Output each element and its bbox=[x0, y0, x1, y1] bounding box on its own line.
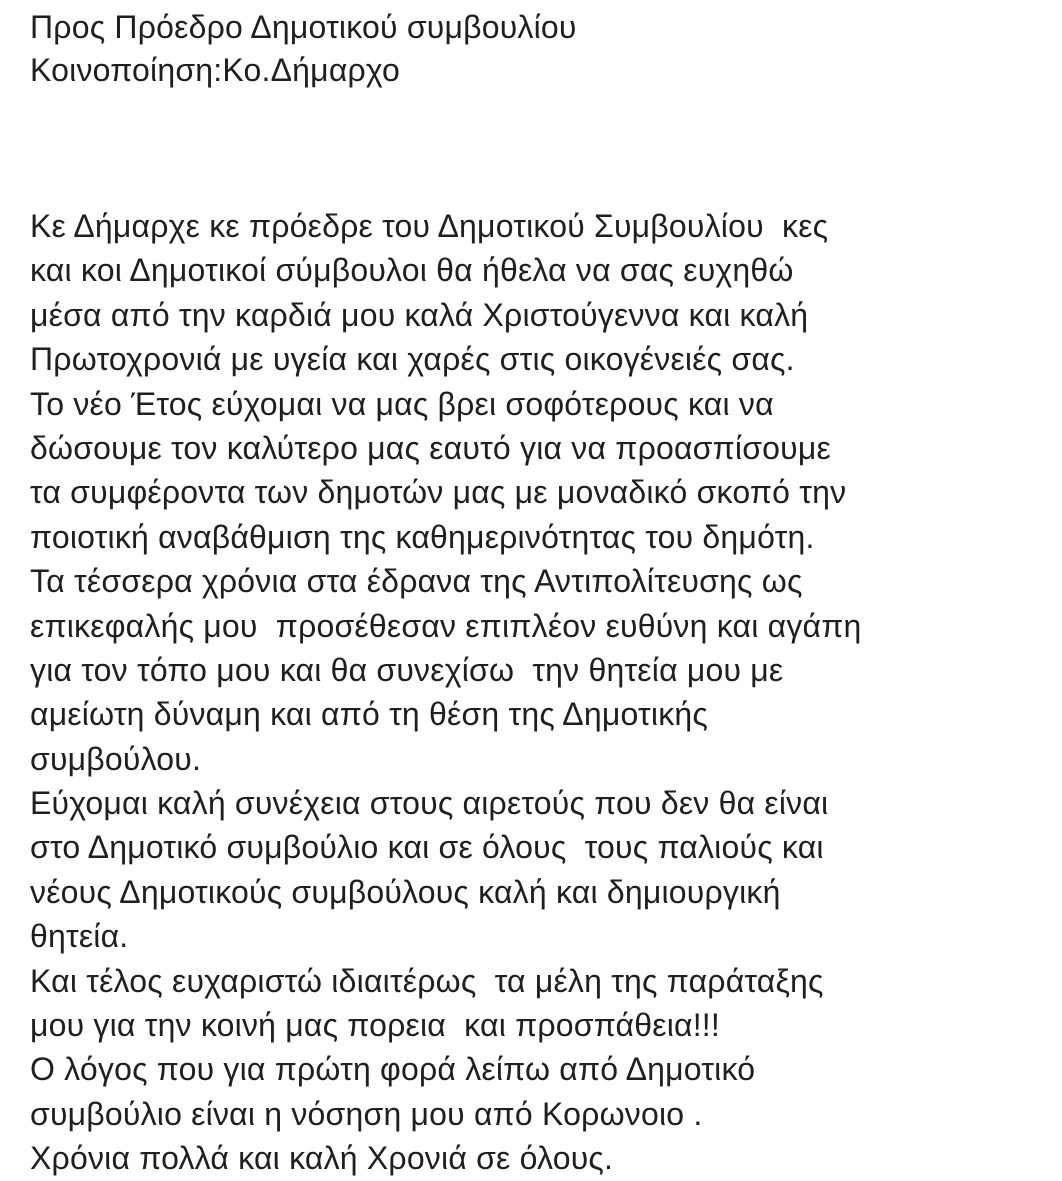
body-line: Τα τέσσερα χρόνια στα έδρανα της Αντιπολίτευσης ως bbox=[30, 563, 803, 600]
body-line: στο Δημοτικό συμβούλιο και σε όλους τους παλιούς και bbox=[30, 829, 824, 866]
body-line: μέσα από την καρδιά μου καλά Χριστούγεννα και καλή bbox=[30, 296, 809, 333]
recipient-line: Προς Πρόεδρο Δημοτικού συμβουλίου bbox=[30, 9, 577, 45]
body-line: μου για την κοινή μας πορεια και προσπάθεια!!! bbox=[30, 1007, 720, 1044]
body-line: Πρωτοχρονιά με υγεία και χαρές στις οικογένειές σας. bbox=[30, 341, 795, 378]
body-line: αμείωτη δύναμη και από τη θέση της Δημοτικής bbox=[30, 696, 709, 733]
body-line: τα συμφέροντα των δημοτών μας με μοναδικό σκοπό την bbox=[30, 474, 847, 511]
body-line: νέους Δημοτικούς συμβούλους καλή και δημιουργική bbox=[30, 873, 781, 910]
body-line: και κοι Δημοτικοί σύμβουλοι θα ήθελα να σας ευχηθώ bbox=[30, 252, 794, 289]
blank-space bbox=[30, 92, 1040, 204]
body-line: ποιοτική αναβάθμιση της καθημερινότητας του δημότη. bbox=[30, 518, 815, 555]
body-line: για τον τόπο μου και θα συνεχίσω την θητεία μου με bbox=[30, 651, 784, 688]
body-line: Ο λόγος που για πρώτη φορά λείπω από Δημοτικό bbox=[30, 1051, 756, 1088]
body-line: Κε Δήμαρχε κε πρόεδρε του Δημοτικού Συμβουλίου κες bbox=[30, 208, 829, 244]
body-line: Και τέλος ευχαριστώ ιδιαιτέρως τα μέλη της παράταξης bbox=[30, 962, 824, 999]
cc-line: Κοινοποίηση:Κο.Δήμαρχο bbox=[30, 52, 401, 88]
letter-body bbox=[30, 204, 1040, 1181]
body-line: συμβούλου. bbox=[30, 740, 202, 777]
body-line: συμβούλιο είναι η νόσηση μου από Κορωνοιο . bbox=[30, 1095, 703, 1132]
body-line: επικεφαλής μου προσέθεσαν επιπλέον ευθύνη και αγάπη bbox=[30, 607, 862, 644]
letter-document bbox=[30, 6, 1040, 1181]
body-line: Εύχομαι καλή συνέχεια στους αιρετούς που δεν θα είναι bbox=[30, 785, 829, 822]
body-line: Χρόνια πολλά και καλή Χρονιά σε όλους. bbox=[30, 1140, 614, 1177]
body-line: θητεία. bbox=[30, 918, 129, 955]
body-line: δώσουμε τον καλύτερο μας εαυτό για να προασπίσουμε bbox=[30, 429, 831, 466]
body-line: Το νέο Έτος εύχομαι να μας βρει σοφότερους και να bbox=[30, 385, 774, 422]
letter-header bbox=[30, 6, 1040, 92]
